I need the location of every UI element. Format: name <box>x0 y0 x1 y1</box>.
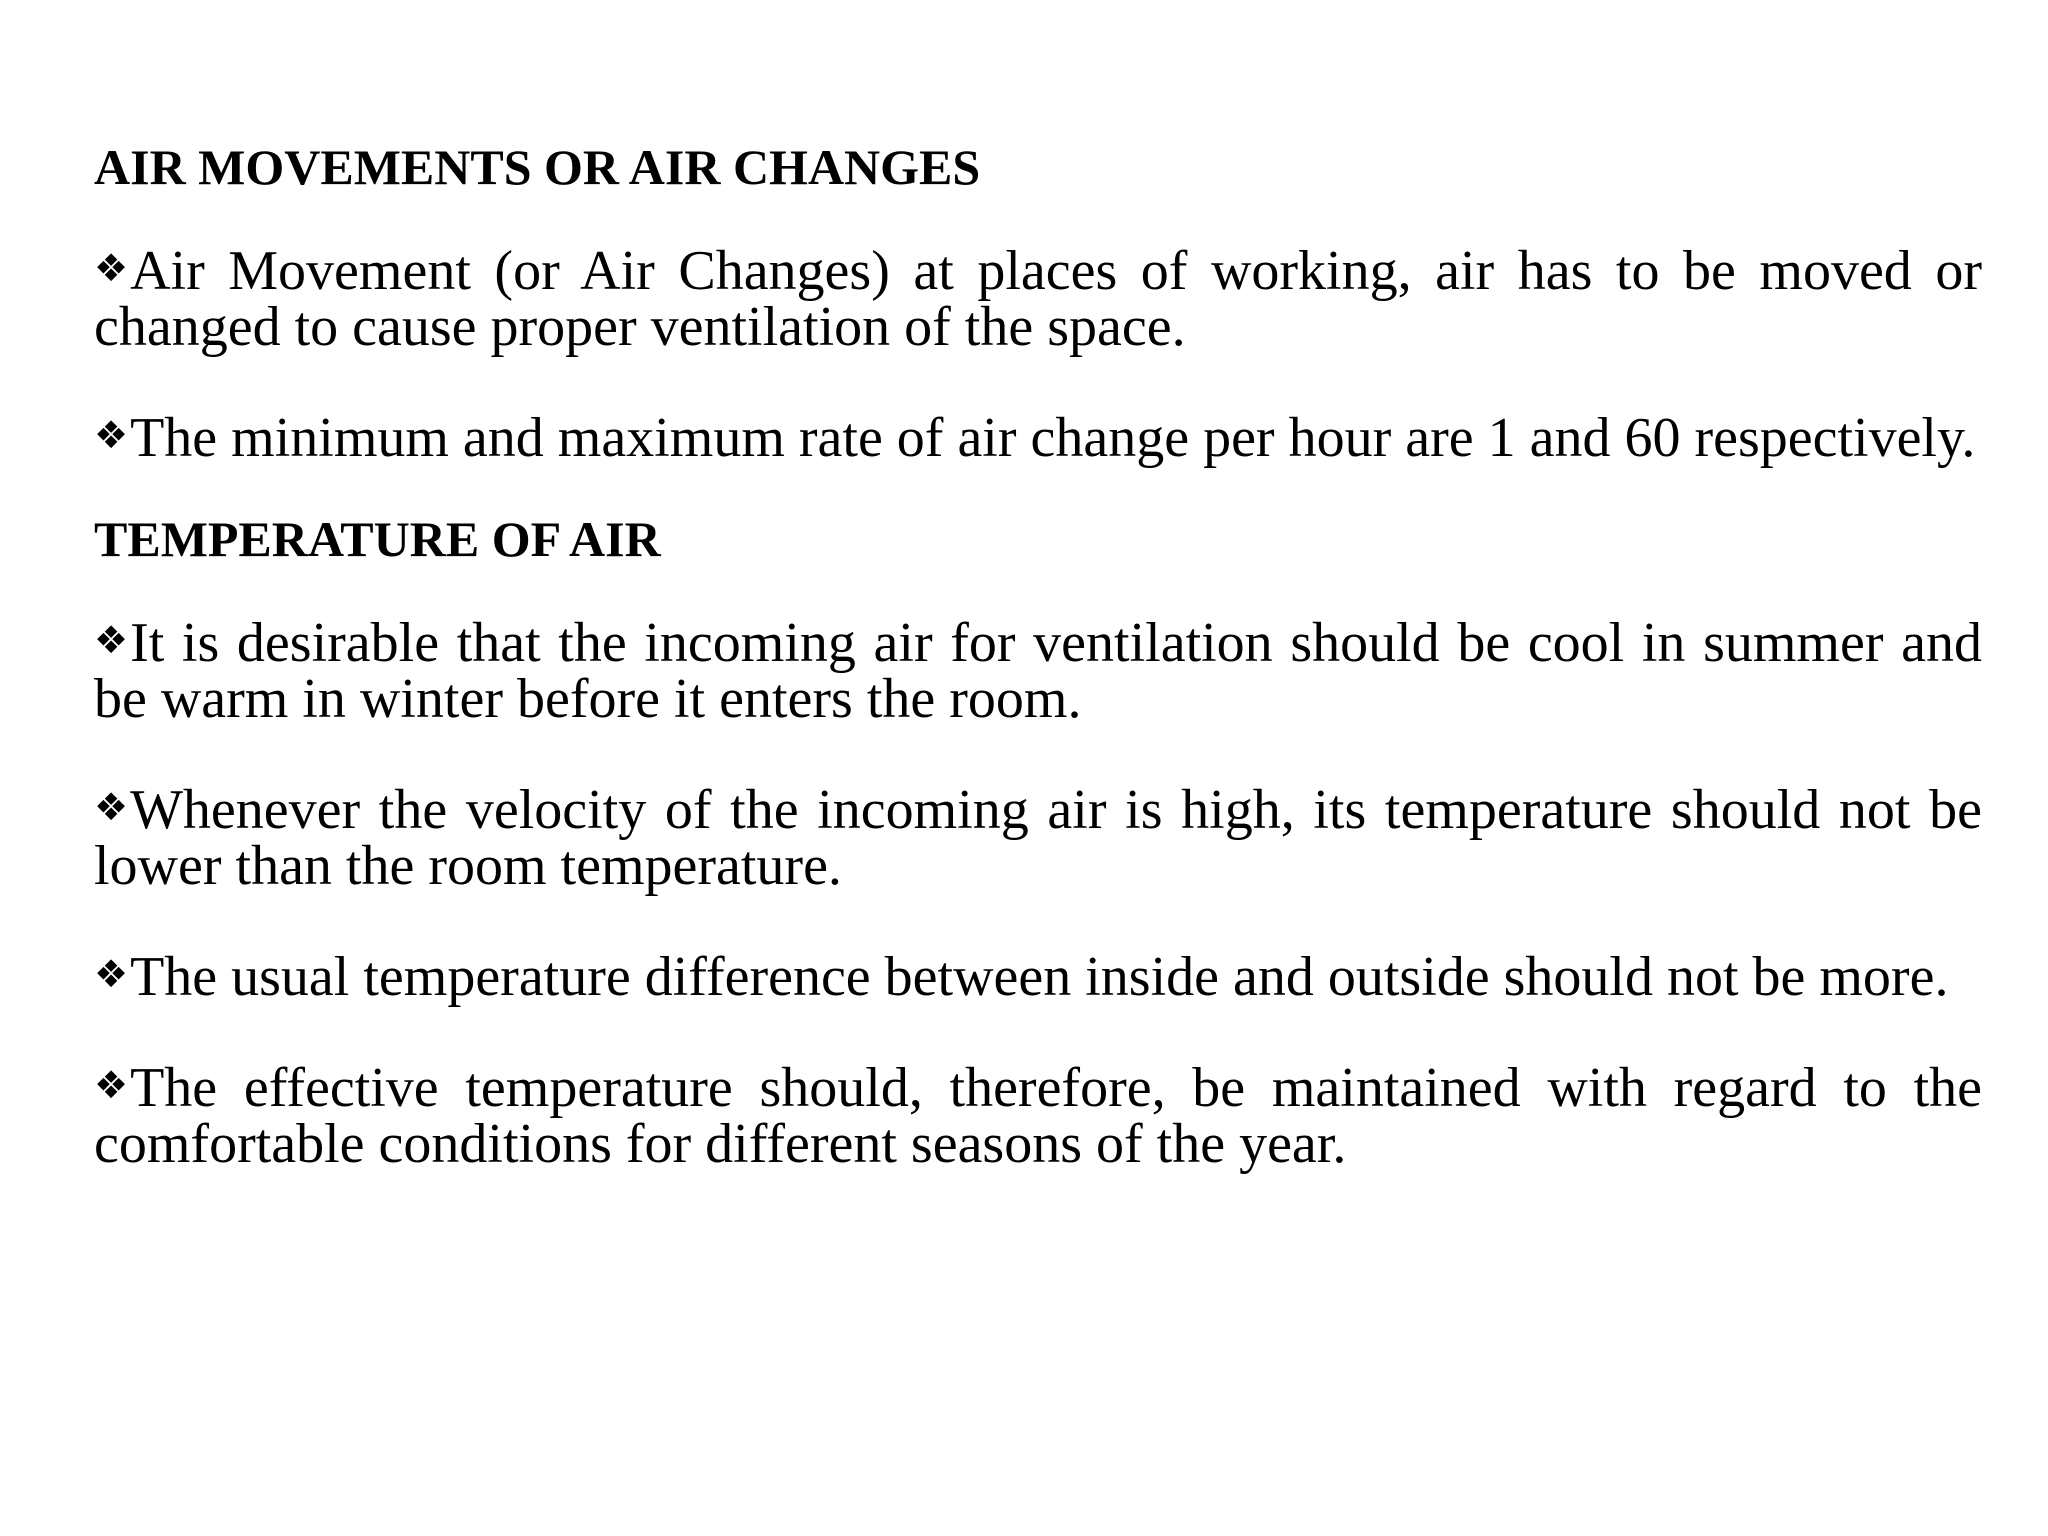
bullet-text: Whenever the velocity of the incoming air is high, its temperature should not be lower than the room temperature. <box>94 779 1982 897</box>
bullet-text: The effective temperature should, therefore, be maintained with regard to the comfortable conditions for different seasons of the year. <box>94 1057 1982 1175</box>
section-heading-air-movements: AIR MOVEMENTS OR AIR CHANGES <box>94 139 981 195</box>
bullet-paragraph <box>94 946 1982 1008</box>
bullet-paragraph <box>94 1057 1982 1175</box>
diamond-bullet-icon: ❖ <box>94 952 129 996</box>
bullet-paragraph <box>94 612 1982 730</box>
bullet-paragraph <box>94 407 1982 469</box>
diamond-bullet-icon: ❖ <box>94 246 129 290</box>
diamond-bullet-icon: ❖ <box>94 1063 129 1107</box>
bullet-paragraph <box>94 779 1982 897</box>
diamond-bullet-icon: ❖ <box>94 618 129 662</box>
bullet-text: The usual temperature difference between inside and outside should not be more. <box>130 946 1949 1008</box>
diamond-bullet-icon: ❖ <box>94 413 129 457</box>
bullet-text: Air Movement (or Air Changes) at places of working, air has to be moved or changed to cause proper ventilation of the space. <box>94 240 1982 358</box>
bullet-text: It is desirable that the incoming air for ventilation should be cool in summer and be warm in winter before it enters the room. <box>94 612 1982 730</box>
slide-content <box>94 138 1982 1175</box>
diamond-bullet-icon: ❖ <box>94 785 129 829</box>
section-heading-temperature: TEMPERATURE OF AIR <box>94 511 661 567</box>
bullet-paragraph <box>94 240 1982 358</box>
bullet-text: The minimum and maximum rate of air change per hour are 1 and 60 respectively. <box>130 407 1976 469</box>
